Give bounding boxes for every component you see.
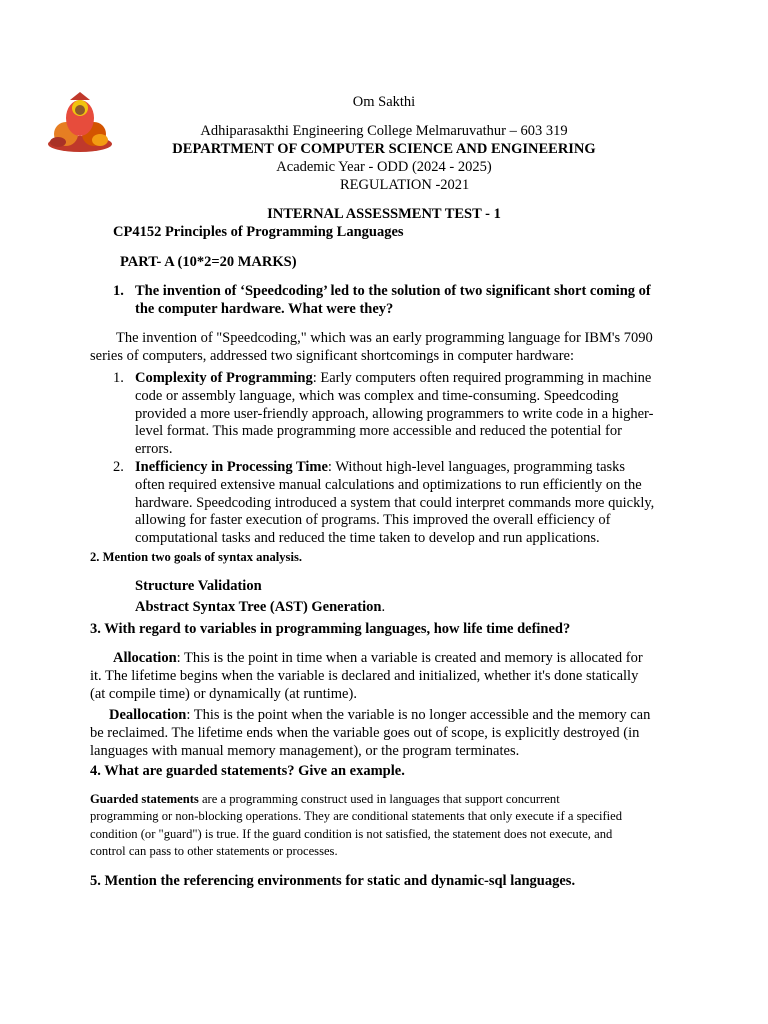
- question-1-line-2: the computer hardware. What were they?: [135, 300, 394, 317]
- answer-3-allocation: Allocation: This is the point in time when a variable is created and memory is allocated for it. The lifetime begins when the variable is declared and initialized, whether it's done statically (at compile time) or dynamically (at runtime).: [90, 650, 643, 702]
- question-2: 2. Mention two goals of syntax analysis.: [90, 550, 303, 564]
- part-heading: PART- A (10*2=20 MARKS): [120, 254, 297, 270]
- test-title: INTERNAL ASSESSMENT TEST - 1: [267, 206, 501, 222]
- answer-3-deallocation: Deallocation: This is the point when the variable is no longer accessible and the memory can be reclaimed. The lifetime ends when the variable goes out of scope, is explicitly destroyed (in languages with manual memory management), or the program terminates.: [90, 707, 651, 759]
- answer-1-intro: The invention of "Speedcoding," which was an early programming language for IBM's 7090 series of computers, addressed two significant shortcomings in computer hardware:: [90, 330, 653, 364]
- academic-year: Academic Year - ODD (2024 - 2025): [276, 159, 492, 175]
- department-name: DEPARTMENT OF COMPUTER SCIENCE AND ENGINEERING: [172, 141, 596, 157]
- college-name: Adhiparasakthi Engineering College Melmaruvathur – 603 319: [200, 123, 568, 139]
- answer-2-item-1: Structure Validation: [135, 578, 262, 594]
- point-title: Complexity of Programming: [135, 370, 313, 386]
- regulation: REGULATION -2021: [340, 177, 470, 193]
- question-1-line-1: The invention of ‘Speedcoding’ led to the solution of two significant short coming of: [135, 283, 651, 299]
- question-5: 5. Mention the referencing environments for static and dynamic-sql languages.: [90, 873, 576, 889]
- question-number: 1.: [113, 283, 124, 299]
- point-title: Inefficiency in Processing Time: [135, 459, 328, 475]
- question-4: 4. What are guarded statements? Give an example.: [90, 763, 405, 779]
- answer-4: Guarded statements are a programming construct used in languages that support concurrent programming or non-blocking operations. They are conditional statements that only execute if a specified condition (or "guard") is true. If the guard condition is not satisfied, the statement does not execute, and control can pass to other statements or processes.: [90, 792, 623, 858]
- invocation-text: Om Sakthi: [352, 94, 416, 110]
- answer-2-item-2: Abstract Syntax Tree (AST) Generation.: [135, 599, 386, 615]
- course-title: CP4152 Principles of Programming Languages: [113, 224, 404, 240]
- question-3: 3. With regard to variables in programming languages, how life time defined?: [90, 621, 571, 637]
